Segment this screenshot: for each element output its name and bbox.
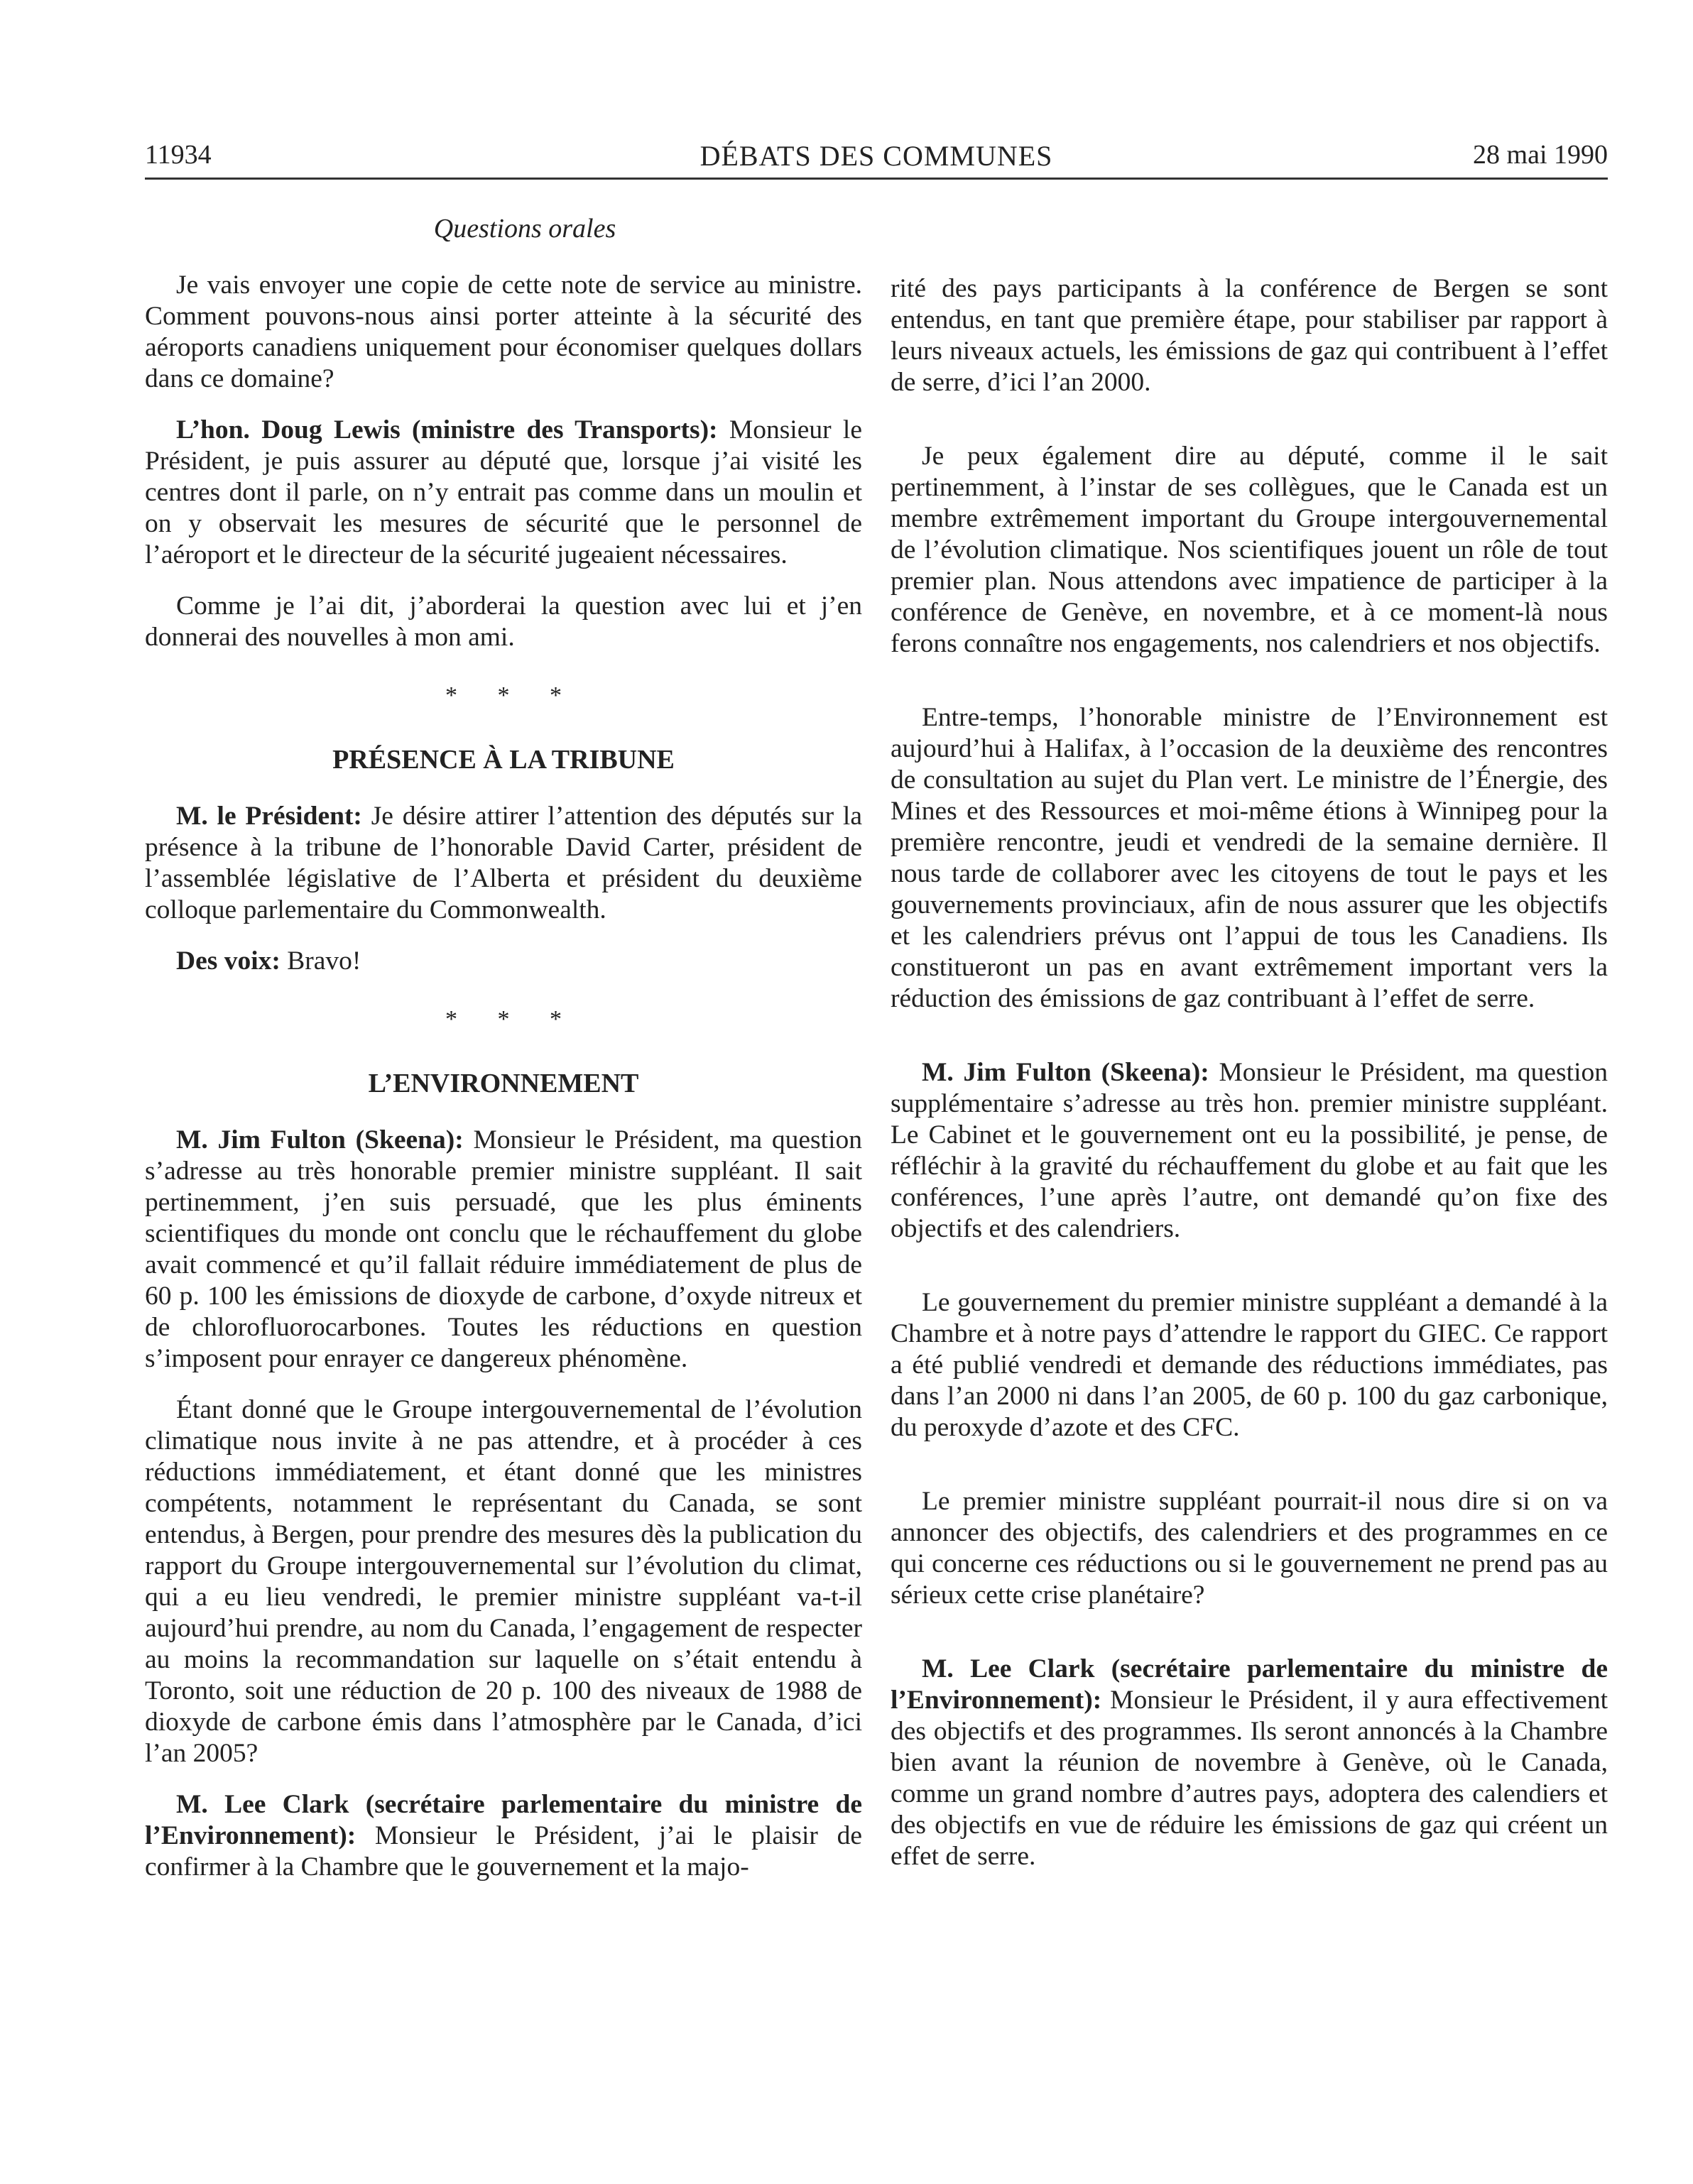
- speech-paragraph: [145, 1125, 862, 1375]
- section-label: Questions orales: [433, 214, 616, 244]
- speaker-name: M. Lee Clark (secrétaire parlementaire du ministre de l’Environnement):: [145, 1790, 862, 1850]
- page-header: [145, 139, 1608, 179]
- section-heading: PRÉSENCE À LA TRIBUNE: [332, 745, 675, 775]
- header-rule: [145, 178, 1608, 180]
- paragraph: rité des pays participants à la conférence de Bergen se sont entendus, en tant que première étape, pour stabiliser par rapport à leurs niveaux actuels, les émissions de gaz qui contribuent à l’effet de serre, d’ici l’an 2000.: [891, 274, 1608, 397]
- speaker-name: M. Jim Fulton (Skeena):: [922, 1058, 1209, 1087]
- speech-paragraph: [145, 801, 862, 926]
- publication-date: 28 mai 1990: [1473, 140, 1608, 170]
- page-number: 11934: [145, 140, 212, 170]
- speaker-name: M. le Président:: [176, 802, 362, 831]
- left-column: [145, 213, 862, 1903]
- section-divider: * * *: [445, 1006, 579, 1032]
- speech-paragraph: [145, 1789, 862, 1883]
- paragraph: Entre-temps, l’honorable ministre de l’Environnement est aujourd’hui à Halifax, à l’occasion de la deuxième des rencontres de consultation au sujet du Plan vert. Le ministre de l’Énergie, des Mines et des Ressources et moi-même étions à Winnipeg pour la première rencontre, jeudi et vendredi de la semaine dernière. Il nous tarde de collaborer avec les citoyens de tout le pays et les gouvernements provinciaux, afin de nous assurer que les objectifs et les calendriers prévus ont l’appui de tous les Canadiens. Ils constitueront un pas en avant extrêmement important vers la réduction des émissions de gaz contribuant à l’effet de serre.: [891, 703, 1608, 1013]
- paragraph: Le gouvernement du premier ministre suppléant a demandé à la Chambre et à notre pays d’attendre le rapport du GIEC. Ce rapport a été publié vendredi et demande des réductions immédiates, pas dans l’an 2000 ni dans l’an 2005, de 60 p. 100 du gaz carbonique, du peroxyde d’azote et des CFC.: [891, 1288, 1608, 1442]
- speaker-name: Des voix:: [176, 946, 281, 976]
- speaker-name: M. Jim Fulton (Skeena):: [176, 1125, 464, 1154]
- speech-paragraph: [891, 1057, 1608, 1245]
- section-heading: L’ENVIRONNEMENT: [368, 1069, 639, 1098]
- speaker-name: M. Lee Clark (secrétaire parlementaire du ministre de l’Environnement):: [891, 1654, 1608, 1715]
- paragraph: Le premier ministre suppléant pourrait-il nous dire si on va annoncer des objectifs, des calendriers et des programmes en ce qui concerne ces réductions ou si le gouvernement ne prend pas au sérieux cette crise planétaire?: [891, 1487, 1608, 1610]
- speech-text: Bravo!: [280, 946, 361, 976]
- paragraph: Je vais envoyer une copie de cette note de service au ministre. Comment pouvons-nous ainsi porter atteinte à la sécurité des aéroports canadiens uniquement pour économiser quelques dollars dans ce domaine?: [145, 271, 862, 393]
- speech-text: Je désire attirer l’attention des députés sur la présence à la tribune de l’honorable David Carter, président de l’assemblée législative de l’Alberta et président du deuxième colloque parlementaire du Commonwealth.: [145, 802, 862, 924]
- speech-text: Monsieur le Président, ma question supplémentaire s’adresse au très hon. premier ministre suppléant. Le Cabinet et le gouvernement ont eu la possibilité, je pense, de réfléchir à la gravité du réchauffement du globe et au fait que les conférences, l’une après l’autre, ont demandé qu’on fixe des objectifs et des calendriers.: [891, 1058, 1608, 1243]
- paragraph: Je peux également dire au député, comme il le sait pertinemment, à l’instar de ses collègues, que le Canada est un membre extrêmement important du Groupe intergouvernemental de l’évolution climatique. Nos scientifiques jouent un rôle de tout premier plan. Nous attendons avec impatience de participer à la conférence de Genève, en novembre, et à ce moment-là nous ferons connaître nos engagements, nos calendriers et nos objectifs.: [891, 442, 1608, 658]
- speech-text: Monsieur le Président, il y aura effectivement des objectifs et des programmes. Ils seront annoncés à la Chambre bien avant la réunion de novembre à Genève, où le Canada, comme un grand nombre d’autres pays, adoptera des calendiers et des objectifs en vue de réduire les émissions de gaz qui créent un effet de serre.: [891, 1686, 1608, 1871]
- speech-text: Monsieur le Président, je puis assurer au député que, lorsque j’ai visité les centres dont il parle, on n’y entrait pas comme dans un moulin et on y observait les mesures de sécurité que le personnel de l’aéroport et le directeur de la sécurité jugeaient nécessaires.: [145, 415, 862, 569]
- speech-paragraph: [145, 415, 862, 571]
- right-column: [891, 273, 1608, 1892]
- publication-title: DÉBATS DES COMMUNES: [699, 140, 1053, 172]
- speech-text: Monsieur le Président, ma question s’adresse au très honorable premier ministre suppléant. Il sait pertinemment, j’en suis persuadé, que les plus éminents scientifiques du monde ont conclu que le réchauffement du globe avait commencé et qu’il fallait réduire immédiatement de plus de 60 p. 100 les émissions de dioxyde de carbone, d’oxyde nitreux et de chlorofluorocarbones. Toutes les réductions en question s’imposent pour enrayer ce dangereux phénomène.: [145, 1125, 862, 1373]
- speech-paragraph: [891, 1654, 1608, 1872]
- speech-text: Monsieur le Président, j’ai le plaisir de confirmer à la Chambre que le gouvernement et la majo-: [145, 1821, 862, 1882]
- paragraph: Comme je l’ai dit, j’aborderai la question avec lui et j’en donnerai des nouvelles à mon ami.: [145, 591, 862, 652]
- section-divider: * * *: [445, 682, 579, 709]
- paragraph: Étant donné que le Groupe intergouvernemental de l’évolution climatique nous invite à ne pas attendre, et à procéder à ces réductions immédiatement, et étant donné que les ministres compétents, notamment le représentant du Canada, se sont entendus, à Bergen, pour prendre des mesures dès la publication du rapport du Groupe intergouvernemental sur l’évolution du climat, qui a eu lieu vendredi, le premier ministre suppléant va-t-il aujourd’hui prendre, au nom du Canada, l’engagement de respecter au moins la recommandation sur laquelle on s’était entendu à Toronto, soit une réduction de 20 p. 100 des niveaux de 1988 de dioxyde de carbone émis dans l’atmosphère par le Canada, d’ici l’an 2005?: [145, 1395, 863, 1768]
- speaker-name: L’hon. Doug Lewis (ministre des Transports):: [176, 415, 718, 444]
- speech-paragraph: [145, 946, 862, 977]
